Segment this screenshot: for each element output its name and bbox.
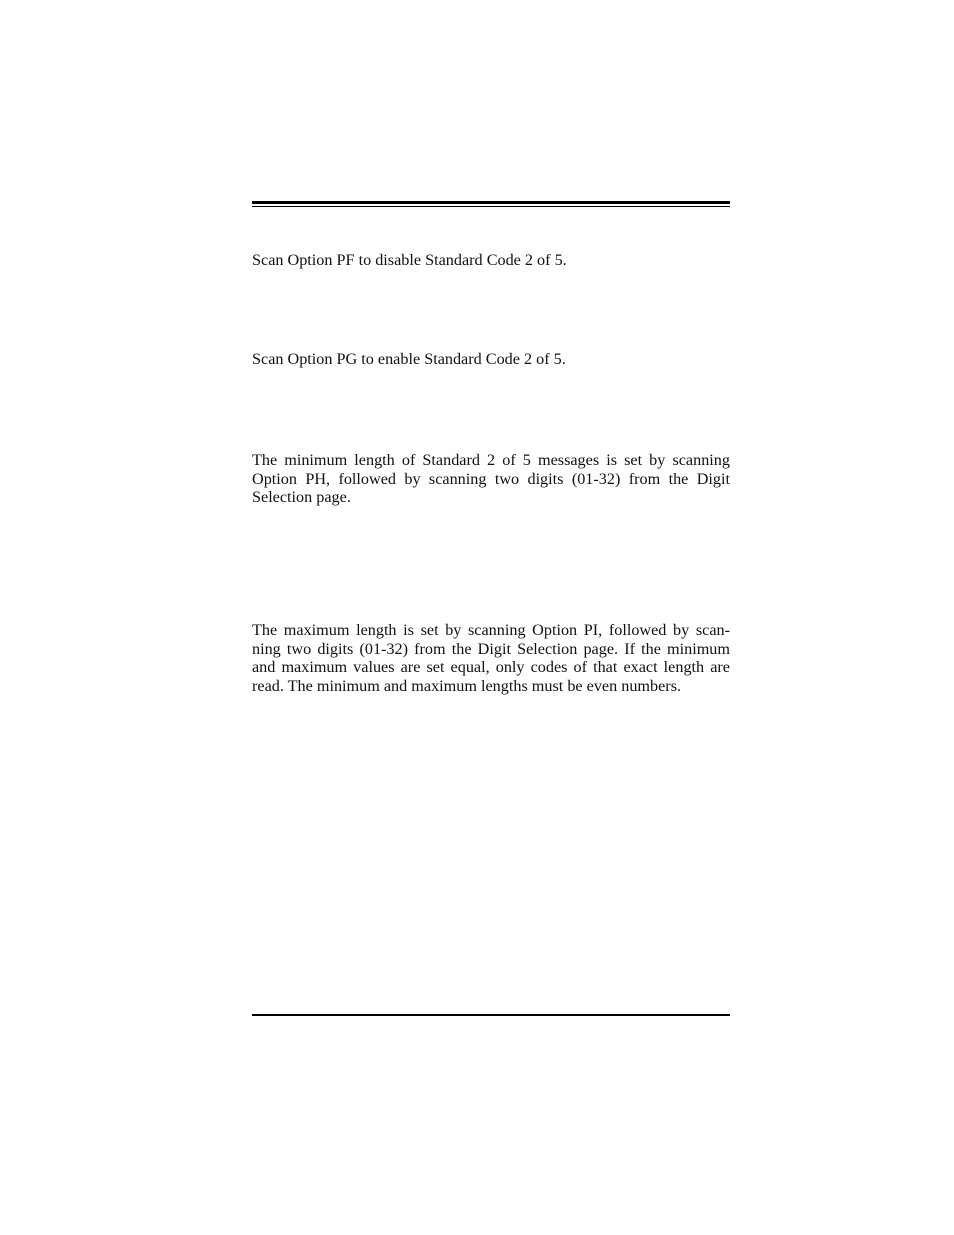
footer-rule [252, 1014, 730, 1016]
text-line: The minimum length of Standard 2 of 5 messages is set by scanning [252, 451, 730, 469]
text-line: ning two digits (01-32) from the Digit Selection page. If the minimum [252, 639, 730, 658]
max-length-paragraph [252, 621, 730, 695]
header-rule-thick [252, 201, 730, 204]
text-line: The maximum length is set by scanning Option PI, followed by scan- [252, 621, 730, 639]
text-line: and maximum values are set equal, only codes of that exact length are [252, 658, 730, 677]
disable-paragraph [252, 251, 730, 270]
text-line: Scan Option PF to disable Standard Code 2 of 5. [252, 251, 567, 269]
text-line: Scan Option PG to enable Standard Code 2 of 5. [252, 350, 566, 368]
text-line: Selection page. [252, 488, 351, 507]
header-rule-thin [252, 206, 730, 207]
text-line: Option PH, followed by scanning two digits (01-32) from the Digit [252, 469, 730, 488]
enable-paragraph [252, 350, 730, 369]
text-line: read. The minimum and maximum lengths must be even numbers. [252, 676, 682, 695]
min-length-paragraph [252, 451, 730, 507]
